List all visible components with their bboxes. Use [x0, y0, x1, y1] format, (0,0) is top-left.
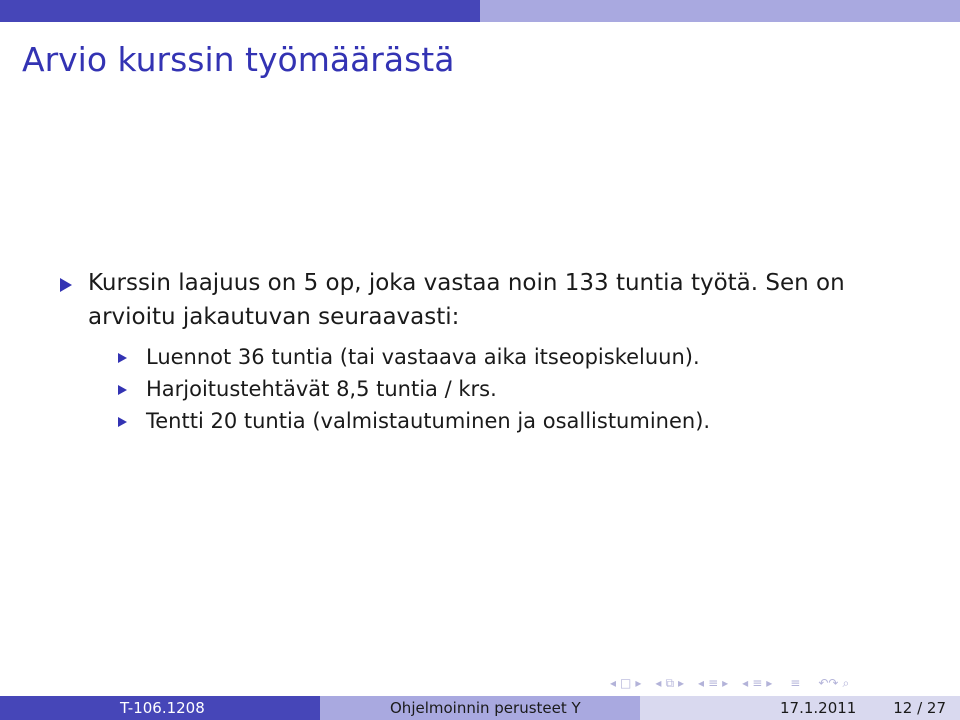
nav-left-icon[interactable]: ◂ — [742, 676, 749, 690]
nav-left-icon[interactable]: ◂ — [610, 676, 617, 690]
footer-bar — [0, 696, 960, 720]
navigation-bar — [610, 672, 956, 694]
nav-right-icon[interactable]: ▸ — [722, 676, 729, 690]
header-bar-right — [480, 0, 960, 22]
footer-course-code: T-106.1208 — [120, 699, 205, 717]
sub-bullet-text: Harjoitustehtävät 8,5 tuntia / krs. — [146, 377, 497, 401]
align-icon[interactable]: ≡ — [790, 676, 801, 690]
nav-list-icon[interactable]: ≡ — [752, 676, 763, 690]
sub-bullet-text: Tentti 20 tuntia (valmistautuminen ja osallistuminen). — [146, 409, 711, 433]
footer-course-name: Ohjelmoinnin perusteet Y — [390, 699, 581, 717]
nav-frame-icon[interactable]: □ — [620, 676, 632, 690]
nav-subsection-icon[interactable]: ⧉ — [665, 675, 675, 690]
sub-bullet-text: Luennot 36 tuntia (tai vastaava aika itseopiskeluun). — [146, 345, 700, 369]
back-forward-icon[interactable]: ↶↷ — [818, 676, 839, 690]
nav-right-icon[interactable]: ▸ — [635, 676, 642, 690]
triangle-bullet-icon — [118, 385, 127, 395]
footer-course-code-panel — [0, 696, 320, 720]
footer-page-number: 12 / 27 — [893, 699, 946, 717]
triangle-bullet-icon — [60, 278, 72, 292]
search-icon[interactable]: ⌕ — [842, 675, 850, 690]
nav-section-icon[interactable]: ≡ — [708, 676, 719, 690]
footer-course-name-panel — [320, 696, 640, 720]
nav-right-icon[interactable]: ▸ — [766, 676, 773, 690]
triangle-bullet-icon — [118, 353, 127, 363]
nav-right-icon[interactable]: ▸ — [678, 676, 685, 690]
nav-left-icon[interactable]: ◂ — [655, 676, 662, 690]
slide-title: Arvio kurssin työmäärästä — [22, 40, 455, 79]
header-bar-left — [0, 0, 480, 22]
main-bullet-text: Kurssin laajuus on 5 op, joka vastaa noin 133 tuntia työtä. Sen on arvioitu jakautuvan seuraavasti: — [88, 270, 845, 330]
nav-left-icon[interactable]: ◂ — [698, 676, 705, 690]
triangle-bullet-icon — [118, 417, 127, 427]
footer-date: 17.1.2011 — [780, 699, 857, 717]
header-bar — [0, 0, 960, 22]
footer-date-page-panel — [640, 696, 960, 720]
